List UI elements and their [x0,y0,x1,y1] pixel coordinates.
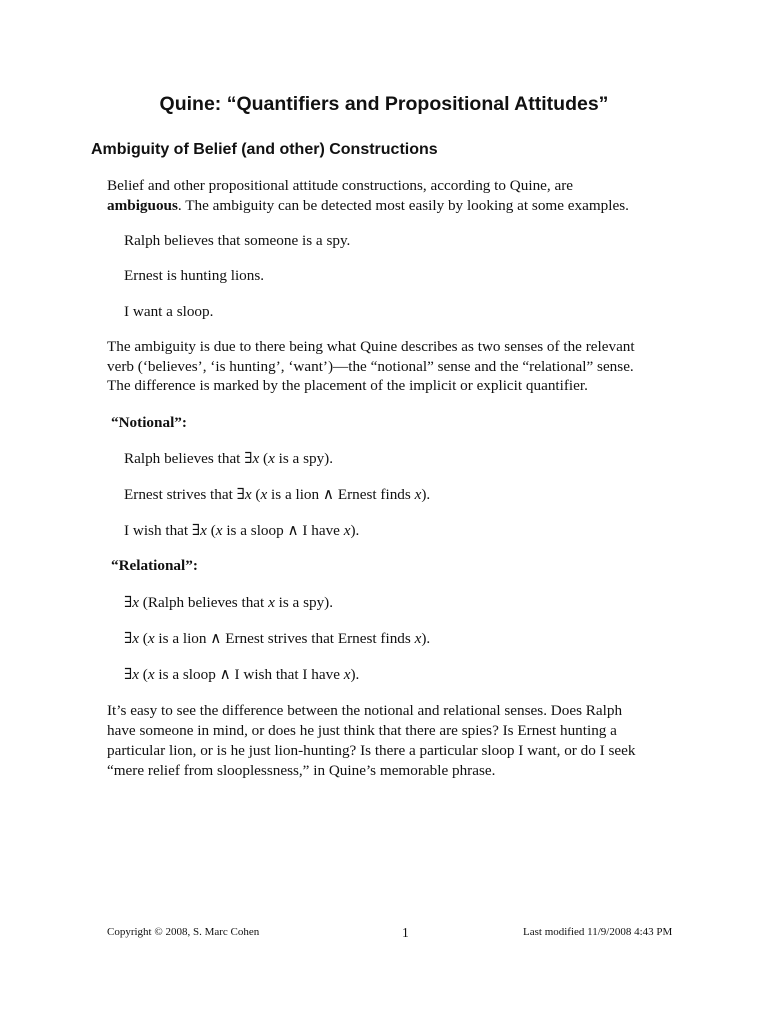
conclusion-line-4: “mere relief from slooplessness,” in Quine’s memorable phrase. [107,762,496,779]
section-heading: Ambiguity of Belief (and other) Constructions [91,141,438,158]
intro-line-1: Belief and other propositional attitude constructions, according to Quine, are [107,177,574,194]
page-number: 1 [402,925,409,940]
footer-copyright: Copyright © 2008, S. Marc Cohen [107,926,260,938]
footer-last-modified: Last modified 11/9/2008 4:43 PM [523,926,673,938]
page-title: Quine: “Quantifiers and Propositional Attitudes” [159,93,609,115]
notional-formula-spy: Ralph believes that ∃x (x is a spy). [124,450,334,467]
relational-formula-sloop: ∃x (x is a sloop ∧ I wish that I have x). [124,666,360,683]
explanation-line-3: The difference is marked by the placement of the implicit or explicit quantifier. [107,377,588,394]
intro-line-2 [107,196,629,216]
example-sloop: I want a sloop. [124,303,214,320]
example-spy: Ralph believes that someone is a spy. [124,232,351,249]
conclusion-line-3: particular lion, or is he just lion-hunting? Is there a particular sloop I want, or do I seek [107,742,636,759]
notional-formula-sloop: I wish that ∃x (x is a sloop ∧ I have x). [124,522,360,539]
relational-heading: “Relational”: [111,557,198,574]
explanation-line-1: The ambiguity is due to there being what Quine describes as two senses of the relevant [107,338,635,355]
conclusion-line-1: It’s easy to see the difference between the notional and relational senses. Does Ralph [107,702,623,719]
relational-formula-spy: ∃x (Ralph believes that x is a spy). [124,594,334,611]
example-lions: Ernest is hunting lions. [124,267,265,284]
notional-heading: “Notional”: [111,414,187,431]
explanation-line-2: verb (‘believes’, ‘is hunting’, ‘want’)—the “notional” sense and the “relational” sense. [107,358,634,375]
notional-formula-lion: Ernest strives that ∃x (x is a lion ∧ Ernest finds x). [124,486,431,503]
intro-line-2-rest: . The ambiguity can be detected most easily by looking at some examples. [177,197,629,214]
relational-formula-lion: ∃x (x is a lion ∧ Ernest strives that Ernest finds x). [124,630,431,647]
ambiguous-term: ambiguous [107,197,178,214]
conclusion-line-2: have someone in mind, or does he just think that there are spies? Is Ernest hunting a [107,722,617,739]
